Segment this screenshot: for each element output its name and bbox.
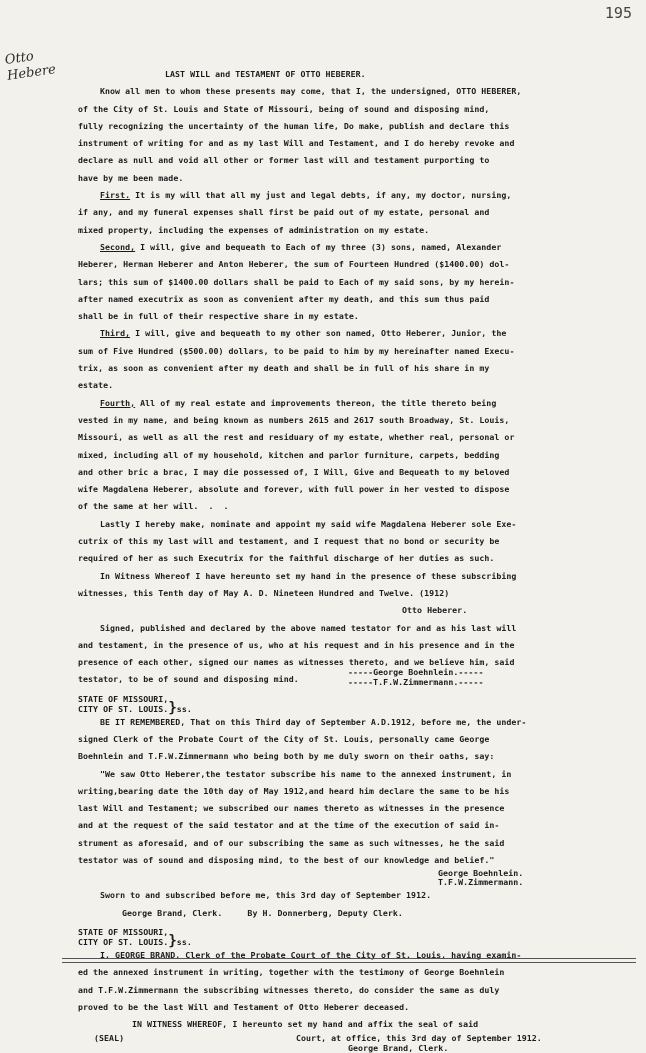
text-run: All of my real estate and improvements thereon, the title thereto being <box>135 397 497 408</box>
text-line: have by me been made. <box>78 172 184 183</box>
text-line: and testament, in the presence of us, who at his request and in his presence and in the <box>78 639 515 650</box>
text-line: fully recognizing the uncertainty of the human life, Do make, publish and declare this <box>78 120 510 131</box>
text-run: STATE OF MISSOURI, <box>78 926 169 937</box>
text-run: Court, at office, this 3rd day of September 1912. <box>296 1033 542 1044</box>
text-line: testator was of sound and disposing mind, to the best of our knowledge and belief." <box>78 855 495 866</box>
text-line: mixed, including all of my household, kitchen and parlor furniture, carpets, bedding <box>78 449 500 460</box>
brace-glyph: } <box>168 932 177 949</box>
text-line: and other bric a brac, I may die possessed of, I Will, Give and Bequeath to my beloved <box>78 466 510 477</box>
will-text <box>78 66 598 1053</box>
clause-third <box>78 325 598 342</box>
text-line: declare as null and void all other or former last will and testament purporting to <box>78 155 490 166</box>
text-line: "We saw Otto Heberer,the testator subscribe his name to the annexed instrument, in <box>100 768 512 779</box>
clause-label: First. <box>100 190 131 201</box>
text-line: writing,bearing date the 10th day of May 1912,and heard him declare the same to be his <box>78 785 510 796</box>
text-line: I, GEORGE BRAND, Clerk of the Probate Court of the City of St. Louis, having examin- <box>100 949 522 960</box>
text-line: witnesses, this Tenth day of May A. D. Nineteen Hundred and Twelve. (1912) <box>78 587 450 598</box>
seal-line <box>78 1033 598 1043</box>
text-line: trix, as soon as convenient after my death and shall be in full of his share in my <box>78 363 490 374</box>
venue-heading <box>78 695 598 704</box>
text-line: Missouri, as well as all the rest and residuary of my estate, whether real, personal or <box>78 432 515 443</box>
testator-signature: Otto Heberer. <box>402 605 468 616</box>
text-line: of the same at her will. . . <box>78 501 229 512</box>
text-line: In Witness Whereof I have hereunto set my hand in the presence of these subscribing <box>100 570 517 581</box>
clause-label: Second, <box>100 241 136 252</box>
text-line: wife Magdalena Heberer, absolute and forever, with full power in her vested to dispose <box>78 484 510 495</box>
clause-fourth <box>78 395 598 412</box>
text-line: cutrix of this my last will and testament, and I request that no bond or security be <box>78 536 500 547</box>
text-line: last Will and Testament; we subscribed our names thereto as witnesses in the presence <box>78 803 505 814</box>
text-run: It is my will that all my just and legal debts, if any, my doctor, nursing, <box>130 190 512 201</box>
text-line: and at the request of the said testator and at the time of the execution of said in- <box>78 820 500 831</box>
clause-label: Fourth, <box>100 397 136 408</box>
brace-glyph: } <box>168 699 177 716</box>
clause-second <box>78 239 598 256</box>
bottom-rule <box>62 958 636 963</box>
witness-signature: -----T.F.W.Zimmermann.----- <box>348 677 484 688</box>
text-line: shall be in full of their respective share in my estate. <box>78 311 359 322</box>
document-title: LAST WILL and TESTAMENT OF OTTO HEBERER. <box>165 69 366 79</box>
text-line: ed the annexed instrument in writing, together with the testimony of George Boehnlein <box>78 967 505 978</box>
attestation-line <box>78 667 598 688</box>
text-line: vested in my name, and being known as numbers 2615 and 2617 south Broadway, St. Louis, <box>78 414 510 425</box>
text-line: Signed, published and declared by the above named testator for and as his last will <box>100 622 517 633</box>
venue-heading <box>78 928 598 937</box>
clerk-line: George Brand, Clerk. By H. Donnerberg, Deputy Clerk. <box>122 907 403 918</box>
text-line: Lastly I hereby make, nominate and appoint my said wife Magdalena Heberer sole Exe- <box>100 518 517 529</box>
witness-signature: -----George Boehnlein.----- <box>348 667 484 678</box>
text-line: estate. <box>78 380 114 391</box>
text-line: Sworn to and subscribed before me, this 3rd day of September 1912. <box>100 890 432 901</box>
text-run: ss. <box>176 936 192 947</box>
clerk-signature: George Brand, Clerk. <box>348 1043 449 1053</box>
text-run: I will, give and bequeath to Each of my three (3) sons, named, Alexander <box>135 241 502 252</box>
text-line: signed Clerk of the Probate Court of the City of St. Louis, personally came George <box>78 733 490 744</box>
venue-heading <box>78 932 598 949</box>
text-line: IN WITNESS WHEREOF, I hereunto set my hand and affix the seal of said <box>132 1019 479 1030</box>
clause-label: Third, <box>100 328 131 339</box>
text-line: and T.F.W.Zimmermann the subscribing witnesses thereto, do consider the same as duly <box>78 984 500 995</box>
text-run: CITY OF ST. LOUIS. <box>78 936 169 947</box>
text-run: CITY OF ST. LOUIS. <box>78 703 169 714</box>
text-line: BE IT REMEMBERED, That on this Third day of September A.D.1912, before me, the under- <box>100 716 527 727</box>
text-line: of the City of St. Louis and State of Missouri, being of sound and disposing mind, <box>78 103 490 114</box>
venue-heading <box>78 699 598 716</box>
text-run: testator, to be of sound and disposing mind. <box>78 674 299 685</box>
margin-note-handwritten: Otto Hebere <box>3 49 57 84</box>
text-line: Heberer, Herman Heberer and Anton Heberer, the sum of Fourteen Hundred ($1400.00) dol- <box>78 259 510 270</box>
text-line: strument as aforesaid, and of our subscribing the same as such witnesses, he the said <box>78 837 505 848</box>
text-run: ss. <box>176 703 192 714</box>
text-line: lars; this sum of $1400.00 dollars shall be paid to Each of my said sons, by my herein- <box>78 276 515 287</box>
text-line: sum of Five Hundred ($500.00) dollars, to be paid to him by my hereinafter named Execu- <box>78 345 515 356</box>
clause-first <box>78 187 598 204</box>
text-line: after named executrix as soon as convenient after my death, and this sum thus paid <box>78 293 490 304</box>
text-line: presence of each other, signed our names as witnesses thereto, and we believe him, said <box>78 657 515 668</box>
witness-signature: George Boehnlein. <box>438 868 524 879</box>
text-line: instrument of writing for and as my last Will and Testament, and I do hereby revoke and <box>78 138 515 149</box>
text-line: Know all men to whom these presents may come, that I, the undersigned, OTTO HEBERER, <box>100 86 522 97</box>
page-number: 195 <box>604 4 632 22</box>
witness-signature: T.F.W.Zimmermann. <box>438 877 524 888</box>
seal-label: (SEAL) <box>94 1033 125 1044</box>
text-line: if any, and my funeral expenses shall first be paid out of my estate, personal and <box>78 207 490 218</box>
text-run: I will, give and bequeath to my other son named, Otto Heberer, Junior, the <box>130 328 507 339</box>
text-line: mixed property, including the expenses of administration on my estate. <box>78 224 430 235</box>
text-run: STATE OF MISSOURI, <box>78 693 169 704</box>
text-line: Boehnlein and T.F.W.Zimmermann who being both by me duly sworn on their oaths, say: <box>78 751 495 762</box>
text-line: required of her as such Executrix for the faithful discharge of her duties as such. <box>78 553 495 564</box>
text-line: proved to be the last Will and Testament of Otto Heberer deceased. <box>78 1001 410 1012</box>
